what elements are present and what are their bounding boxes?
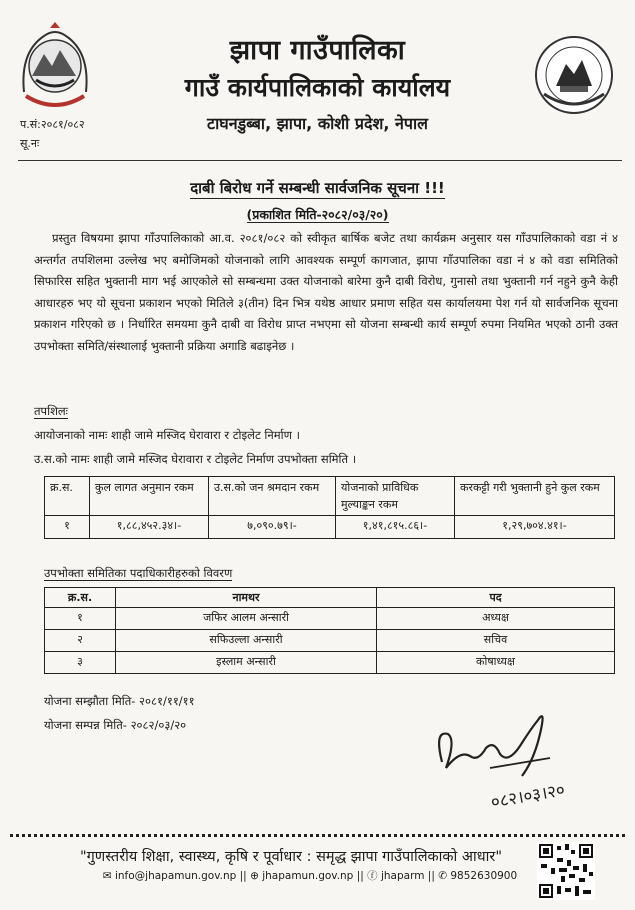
table-header-row [45, 588, 615, 608]
table-header-row [45, 477, 615, 516]
table-header: करकट्टी गरी भुक्तानी हुने कुल रकम [455, 477, 615, 516]
signature-date: ०८२।०३।२० [489, 780, 567, 813]
table-cell: १,८८,४५२.३४।- [90, 516, 209, 539]
completion-date: योजना सम्पन्न मिति- २०८२/०३/२० [44, 718, 187, 732]
footer-slogan: "गुणस्तरीय शिक्षा, स्वास्थ्य, कृषि र पूर्वाधार : समृद्ध झापा गाउँपालिकाको आधार" [79, 849, 503, 865]
footer-contacts: ✉ info@jhapamun.gov.np || ⊕ jhapamun.gov.np || ⓕ jhaparm || ✆ 9852630900 [102, 870, 518, 882]
dispatch-number: सू.नः [20, 137, 40, 150]
phone-icon: ✆ [438, 870, 448, 882]
signature-icon [430, 690, 590, 820]
phone-number: 9852630900 [450, 870, 518, 882]
footer-divider [10, 834, 625, 837]
project-name: आयोजनाको नामः शाही जामे मस्जिद घेरावारा र टोइलेट निर्माण । [34, 428, 300, 442]
published-date: (प्रकाशित मिति-२०८२/०३/२०) [246, 207, 389, 222]
notice-title: दाबी बिरोध गर्ने सम्बन्धी सार्वजनिक सूचना !!! [190, 179, 445, 197]
qr-code-icon [537, 842, 595, 900]
globe-icon: ⊕ [250, 870, 259, 882]
table-row [45, 608, 615, 630]
table-cell: सचिव [377, 630, 615, 652]
table-header: पद [377, 588, 615, 608]
officials-table [44, 587, 615, 674]
details-label: तपशिलः [34, 404, 69, 418]
table-cell: इस्लाम अन्सारी [116, 652, 377, 674]
mail-icon: ✉ [102, 870, 112, 882]
municipality-name: झापा गाउँपालिका [229, 35, 406, 66]
office-address: टाघनडुब्बा, झापा, कोशी प्रदेश, नेपाल [207, 114, 428, 133]
table-cell: १,४१,८१५.८६।- [336, 516, 455, 539]
table-header: कुल लागत अनुमान रकम [90, 477, 209, 516]
table-cell: ७,०९०.७९।- [209, 516, 336, 539]
table-cell: सफिउल्ला अन्सारी [116, 630, 377, 652]
table-cell: ३ [45, 652, 116, 674]
agreement-date: योजना सम्झौता मिति- २०८१/११/११ [44, 694, 195, 708]
committee-name: उ.स.को नामः शाही जामे मस्जिद घेरावारा र टोइलेट निर्माण उपभोक्ता समिति । [34, 452, 357, 466]
table-cell: जफिर आलम अन्सारी [116, 608, 377, 630]
table-header: क्र.स. [45, 477, 90, 516]
table-cell: अध्यक्ष [377, 608, 615, 630]
facebook-icon: ⓕ [367, 870, 378, 882]
office-name: गाउँ कार्यपालिकाको कार्यालय [184, 73, 451, 102]
facebook-link[interactable]: jhaparm [380, 870, 425, 882]
cost-table [44, 476, 615, 539]
table-header: नामथर [116, 588, 377, 608]
table-cell: कोषाध्यक्ष [377, 652, 615, 674]
municipality-seal-icon [530, 34, 618, 116]
table-row [45, 630, 615, 652]
table-row [45, 652, 615, 674]
table-cell: १ [45, 516, 90, 539]
email-link[interactable]: info@jhapamun.gov.np [114, 870, 237, 882]
table-cell: १,२९,७०४.४१।- [455, 516, 615, 539]
table-cell: २ [45, 630, 116, 652]
table-row [45, 516, 615, 539]
officials-title: उपभोक्ता समितिका पदाधिकारीहरुको विवरण [44, 566, 233, 580]
fiscal-reference: प.सं:२०८१/०८२ [20, 118, 85, 131]
table-header: क्र.स. [45, 588, 116, 608]
header-divider [18, 160, 622, 161]
table-header: उ.स.को जन श्रमदान रकम [209, 477, 336, 516]
website-link[interactable]: jhapamun.gov.np [262, 870, 354, 882]
notice-body: प्रस्तुत विषयमा झापा गाँउपालिकाको आ.व. २०८१/०८२ को स्वीकृत बार्षिक बजेट तथा कार्यक्रम अनुसार यस गाँउपालिकाको वडा नं ४ अन्तर्गत तपशिलमा उल्लेख भए बमोजिमको योजनाको लागि आवश्यक सम्पूर्ण कागजात, झापा गाँउपालिका वडा नं ४ को वडा समितिको सिफारिस सहित भुक्तानी माग भई आएकोले सो सम्बन्धमा उक्त योजनाको बारेमा कुनै दाबी विरोध, गुनासो तथा भुक्तानी गर्न नहुने कुनै केही आधारहरु भए यो सूचना प्रकाशन भएको मितिले ३(तीन) दिन भित्र यथेष्ठ आधार प्रमाण सहित यस कार्यालयमा पेश गर्न यो सार्वजनिक सूचना प्रकाशन गरिएको छ । निर्धारित समयमा कुनै दाबी वा विरोध प्राप्त नभएमा सो योजना सम्बन्धी कार्य सम्पूर्ण रुपमा नियमित भएको ठानी उक्त उपभोक्ता समिति/संस्थालाई भुक्तानी प्रक्रिया अगाडि बढाइनेछ । [34, 231, 618, 353]
table-header: योजनाको प्राविधिक मुल्याङ्कन रकम [336, 477, 455, 516]
table-cell: १ [45, 608, 116, 630]
